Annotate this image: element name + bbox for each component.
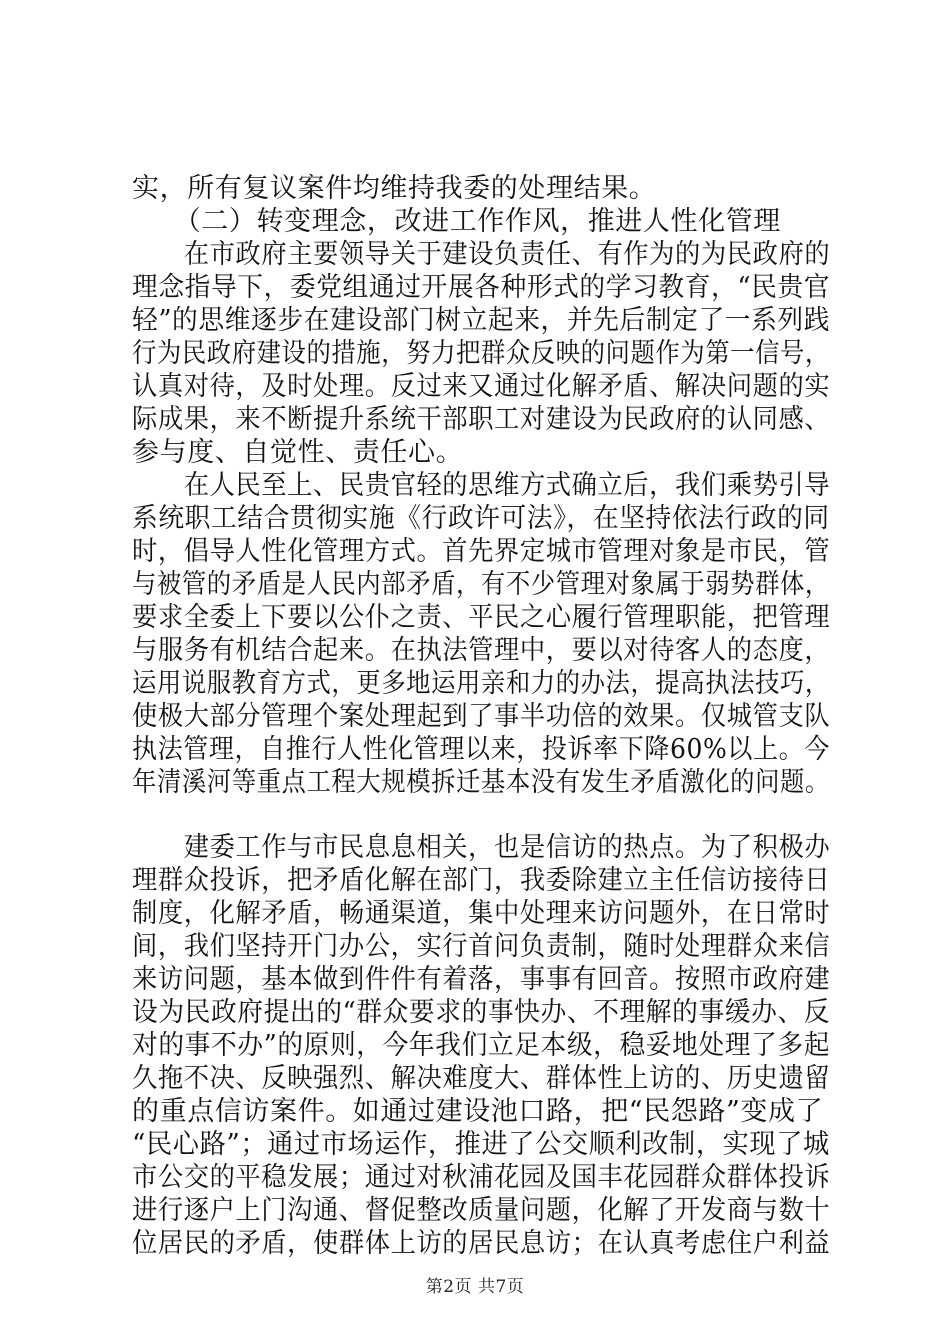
text-line: 实，所有复议案件均维持我委的处理结果。	[132, 173, 657, 204]
text-line: 来访问题，基本做到件件有着落，事事有回音。按照市政府建	[132, 964, 831, 995]
text-line: “民心路”；通过市场运作，推进了公交顺利改制，实现了城	[132, 1129, 830, 1160]
text-line: 在市政府主要领导关于建设负责任、有作为的为民政府的	[132, 239, 831, 270]
text-line: 时，倡导人性化管理方式。首先界定城市管理对象是市民，管	[132, 536, 831, 567]
text-line: 理群众投诉，把矛盾化解在部门，我委除建立主任信访接待日	[132, 865, 831, 896]
text-line: 设为民政府提出的“群众要求的事快办、不理解的事缓办、反	[132, 997, 831, 1028]
text-line: 在人民至上、民贵官轻的思维方式确立后，我们乘势引导	[132, 470, 831, 501]
text-line: 进行逐户上门沟通、督促整改质量问题，化解了开发商与数十	[132, 1195, 831, 1226]
text-line: 与服务有机结合起来。在执法管理中，要以对待客人的态度，	[132, 635, 831, 666]
text-line: 系统职工结合贯彻实施《行政许可法》，在坚持依法行政的同	[132, 503, 830, 534]
text-line: 执法管理，自推行人性化管理以来，投诉率下降60%以上。今	[132, 734, 830, 765]
text-line: 参与度、自觉性、责任心。	[132, 437, 464, 468]
text-line: 际成果，来不断提升系统干部职工对建设为民政府的认同感、	[132, 404, 831, 435]
text-line: 位居民的矛盾，使群体上访的居民息访；在认真考虑住户利益	[132, 1228, 831, 1259]
page-footer: 第2页 共7页	[425, 1277, 525, 1297]
text-line: 理念指导下，委党组通过开展各种形式的学习教育，“民贵官	[132, 272, 831, 303]
text-line: 市公交的平稳发展；通过对秋浦花园及国丰花园群众群体投诉	[132, 1162, 831, 1193]
text-line: 与被管的矛盾是人民内部矛盾，有不少管理对象属于弱势群体，	[132, 569, 830, 600]
text-line: 对的事不办”的原则，今年我们立足本级，稳妥地处理了多起	[132, 1030, 831, 1061]
text-line: 使极大部分管理个案处理起到了事半功倍的效果。仅城管支队	[132, 701, 831, 732]
text-line: 要求全委上下要以公仆之责、平民之心履行管理职能，把管理	[132, 602, 831, 633]
text-line: 认真对待，及时处理。反过来又通过化解矛盾、解决问题的实	[132, 371, 831, 402]
text-line: 年清溪河等重点工程大规模拆迁基本没有发生矛盾激化的问题。	[132, 767, 830, 798]
text-line: 行为民政府建设的措施，努力把群众反映的问题作为第一信号，	[132, 338, 830, 369]
text-line: 久拖不决、反映强烈、解决难度大、群体性上访的、历史遗留	[132, 1063, 831, 1094]
text-line: 建委工作与市民息息相关，也是信访的热点。为了积极办	[132, 832, 831, 863]
text-line: 轻”的思维逐步在建设部门树立起来，并先后制定了一系列践	[132, 305, 831, 336]
section-heading: （二）转变理念，改进工作作风，推进人性化管理	[132, 206, 781, 237]
text-line: 运用说服教育方式，更多地运用亲和力的办法，提高执法技巧，	[132, 668, 830, 699]
text-line: 的重点信访案件。如通过建设池口路，把“民怨路”变成了	[132, 1096, 824, 1127]
text-line: 制度，化解矛盾，畅通渠道，集中处理来访问题外，在日常时	[132, 898, 831, 929]
text-line: 间，我们坚持开门办公，实行首问负责制，随时处理群众来信	[132, 931, 831, 962]
